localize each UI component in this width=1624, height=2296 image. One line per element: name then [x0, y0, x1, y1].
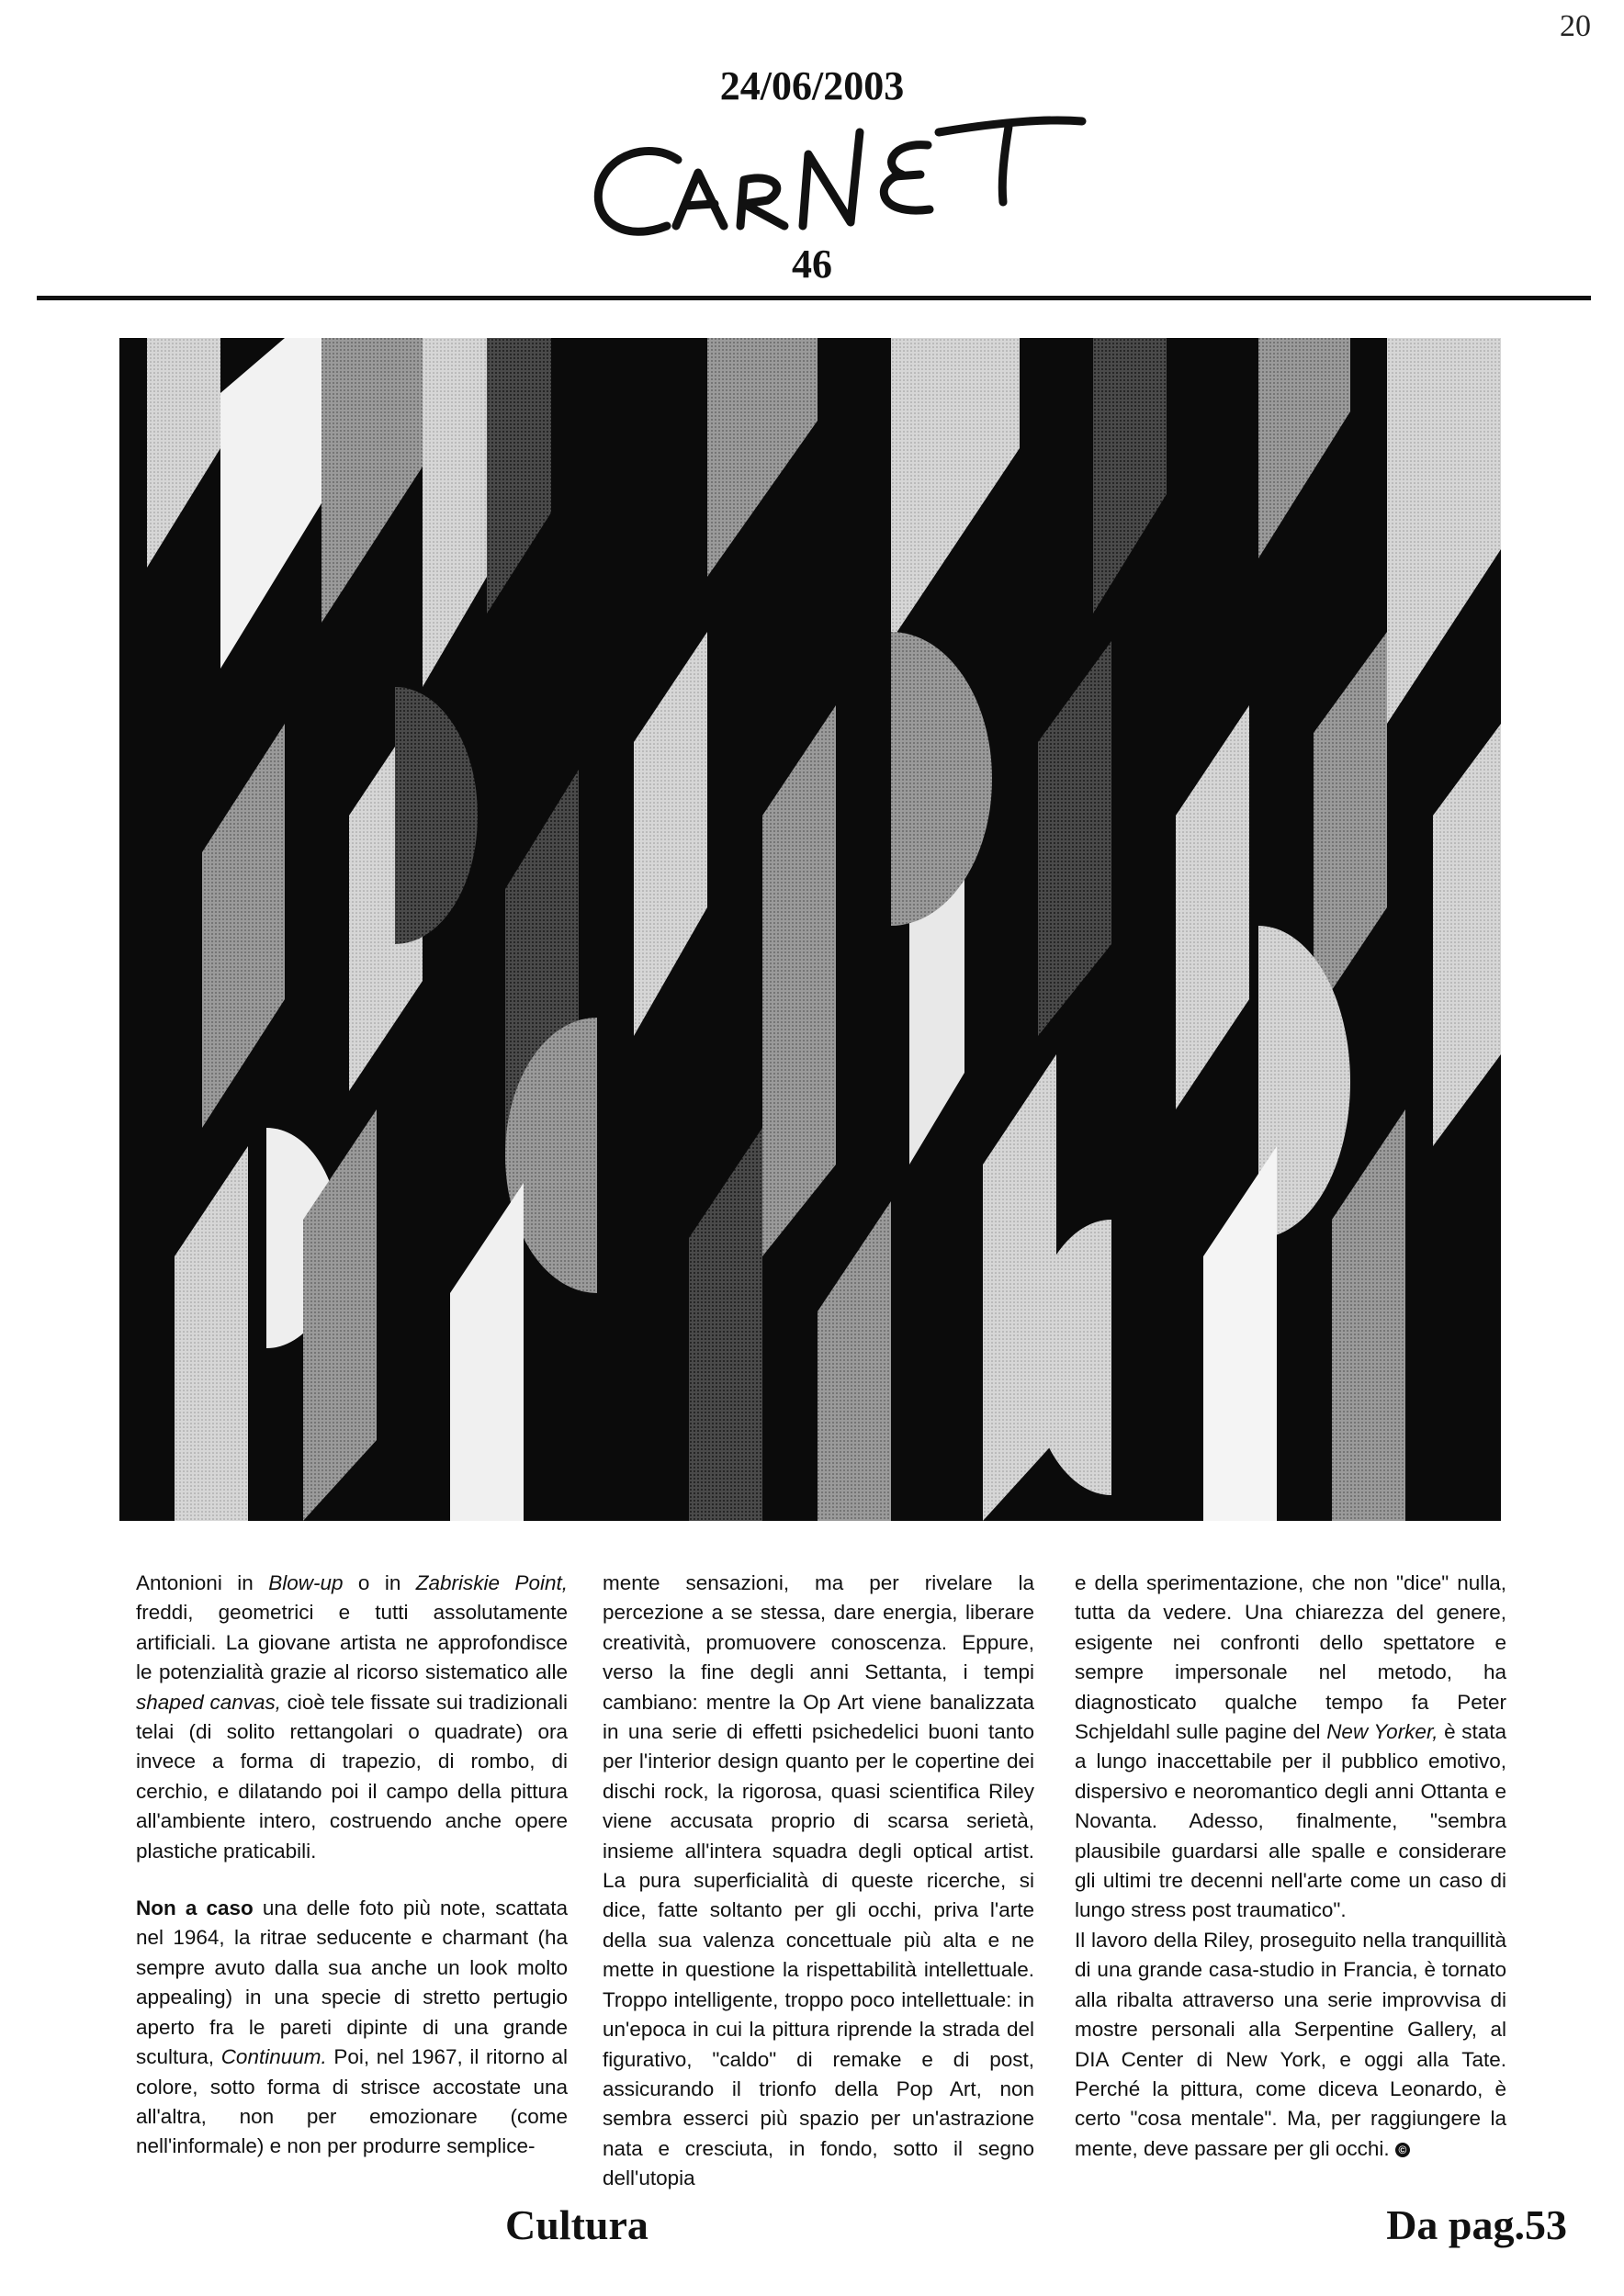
text-run-italic: Continuum. — [220, 2045, 327, 2069]
text-run: Il lavoro della Riley, proseguito nella tranquillità di una grande casa-studio in Francia, è tornato alla ribalta attraverso una serie improvvisa di mostre personali alla Serpentine Gallery, al DIA Center di New York, e oggi alla Tate. Perché la pittura, come diceva Leonardo, è certo "cosa mentale". Ma, per raggiungere la mente, deve passare per gli occhi. — [1075, 1928, 1506, 2160]
text-run: è stata a lungo inaccettabile per il pubblico emotivo, dispersivo e neoromantico degli anni Ottanta e Novanta. Adesso, finalmente, "sembra plausibile guardarsi alle spalle e considerare gli ultimi tre decenni nell'arte come un caso di lungo stress post traumatico". — [1075, 1720, 1506, 1922]
article-column-2 — [603, 1569, 1034, 2194]
masthead-logo — [579, 88, 1093, 253]
paragraph-lead-in: Non a caso — [136, 1896, 254, 1920]
op-art-painting-image — [119, 338, 1501, 1521]
header-divider — [37, 296, 1591, 300]
artwork-illustration — [119, 338, 1501, 1521]
article-column-3 — [1075, 1569, 1506, 2164]
text-run: Antonioni in — [136, 1571, 269, 1594]
article-body — [136, 1569, 1506, 2190]
text-run: o in — [343, 1571, 416, 1594]
text-run-italic: New Yorker, — [1326, 1720, 1438, 1744]
text-run: e della sperimentazione, che non "dice" nulla, tutta da vedere. Una chiarezza del genere, esigente nei confronti dello spettatore e sempre impersonale nel metodo, ha diagnosticato qualche tempo fa Peter Schjeldahl sulle pagine del — [1075, 1571, 1506, 1744]
text-run: freddi, geometrici e tutti assolutamente artificiali. La giovane artista ne approfondisce le potenzialità grazie al ricorso sistematico alle — [136, 1601, 568, 1684]
carnet-handwritten-logo — [579, 88, 1093, 253]
paragraph — [1075, 1926, 1506, 2164]
paragraph — [136, 1569, 568, 1866]
article-column-1 — [136, 1569, 568, 2162]
paragraph — [136, 1894, 568, 2162]
issue-number: 46 — [792, 242, 832, 287]
text-run-italic: shaped canvas, — [136, 1690, 281, 1714]
paragraph — [1075, 1569, 1506, 1926]
page-reference: Da pag.53 — [1386, 2201, 1567, 2248]
section-label: Cultura — [505, 2201, 648, 2248]
paragraph: mente sensazioni, ma per rivelare la percezione a se stessa, dare energia, liberare creatività, promuovere conoscenza. Eppure, verso la fine degli anni Settanta, i tempi cambiano: mentre la Op Art viene banalizzata in una serie di effetti psichedelici buoni tanto per l'interior design quanto per le copertine dei dischi rock, la rigorosa, quasi scientifica Riley viene accusata proprio di scarsa serietà, insieme all'intera squadra degli optical artist. La pura superficialità di queste ricerche, si dice, fatte soltanto per gli occhi, priva l'arte della sua valenza concettuale più alta e ne mette in questione la rispettabilità intellettuale. Troppo intelligente, troppo poco intellettuale: in un'epoca in cui la pittura riprende la strada del figurativo, "caldo" di remake e di post, assicurando il trionfo della Pop Art, non sembra esserci più spazio per un'astrazione nata e cresciuta, in fondo, sotto il segno dell'utopia — [603, 1571, 1034, 2190]
text-run-italic: Blow-up — [268, 1571, 344, 1594]
page-number: 20 — [1560, 9, 1591, 43]
text-run: una delle foto più note, scattata nel 1964, la ritrae seducente e charmant (ha sempre avuto dalla sua anche un look molto appealing) in una specie di stretto pertugio aperto fra le pareti dipinte di una grande scultura, — [136, 1896, 568, 2069]
copyright-icon: © — [1395, 2143, 1410, 2157]
text-run: Poi, nel 1967, il ritorno al colore, sotto forma di strisce accostate una all'altra, non per emozionare (come nell'informale) e non per produrre semplice- — [136, 2045, 568, 2158]
text-run-italic: Zabriskie Point, — [415, 1571, 569, 1594]
publication-date: 24/06/2003 — [719, 63, 905, 108]
text-run: cioè tele fissate sui tradizionali telai (di solito rettangolari o quadrate) ora invece a forma di trapezio, di rombo, di cerchio, e dilatando poi il campo della pittura all'ambiente intero, costruendo anche opere plastiche praticabili. — [136, 1690, 568, 1863]
